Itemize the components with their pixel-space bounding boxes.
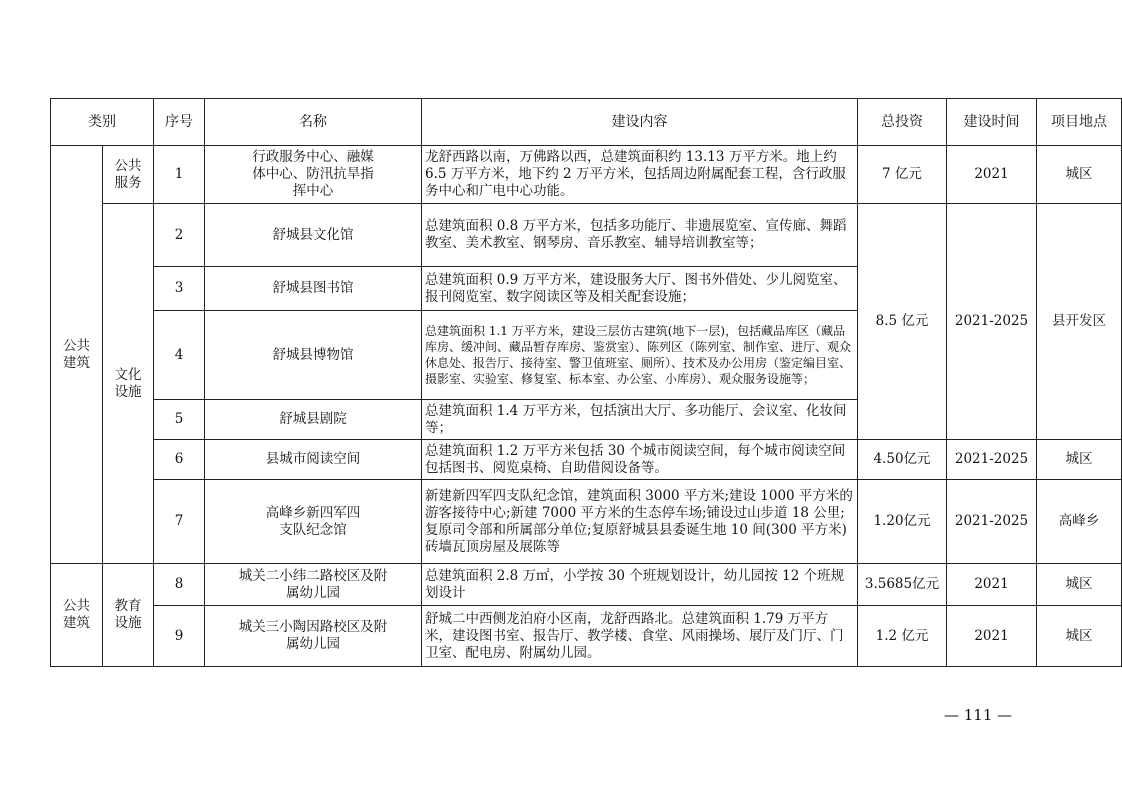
seq-cell: 9: [154, 606, 205, 667]
location-cell: 城区: [1037, 146, 1122, 204]
project-table: [50, 98, 1122, 667]
seq-cell: 6: [154, 440, 205, 480]
header-time: 建设时间: [947, 99, 1037, 146]
header-seq: 序号: [154, 99, 205, 146]
header-row: [51, 99, 1122, 146]
content-cell: 总建筑面积 0.8 万平方米，包括多功能厅、非遗展览室、宣传廊、舞蹈教室、美术教室、钢琴房、音乐教室、辅导培训教室等；: [422, 204, 858, 267]
investment-cell: 1.20亿元: [858, 480, 947, 564]
name-cell: 舒城县剧院: [205, 400, 422, 440]
location-cell: 城区: [1037, 440, 1122, 480]
content-cell: 新建新四军四支队纪念馆，建筑面积 3000 平方米;建设 1000 平方米的游客接待中心;新建 7000 平方米的生态停车场;铺设过山步道 18 公里;复原司令部和所属部分单位;复原舒城县县委诞生地 10 间(300 平方米)砖墙瓦顶房屋及展陈等: [422, 480, 858, 564]
name-cell: 县城市阅读空间: [205, 440, 422, 480]
location-cell: 高峰乡: [1037, 480, 1122, 564]
name-cell: 舒城县文化馆: [205, 204, 422, 267]
content-cell: 舒城二中西侧龙泊府小区南，龙舒西路北。总建筑面积 1.79 万平方米，建设图书室、报告厅、教学楼、食堂、风雨操场、展厅及门厅、门卫室、配电房、附属幼儿园。: [422, 606, 858, 667]
header-content: 建设内容: [422, 99, 858, 146]
name-cell: 城关二小纬二路校区及附属幼儿园: [205, 564, 422, 606]
table-row: [51, 564, 1122, 606]
content-cell: 总建筑面积 1.1 万平方米，建设三层仿古建筑(地下一层)，包括藏品库区（藏品库房、缓冲间、藏品暂存库房、鉴赏室）、陈列区（陈列室、制作室、进厅、观众休息处、报告厅、接待室、警卫值班室、厕所）、技术及办公用房（鉴定编目室、摄影室、实验室、修复室、标本室、办公室、小库房）、观众服务设施等；: [422, 311, 858, 400]
time-cell: 2021-2025: [947, 440, 1037, 480]
header-category: 类别: [51, 99, 154, 146]
seq-cell: 7: [154, 480, 205, 564]
seq-cell: 3: [154, 267, 205, 311]
name-cell: 舒城县博物馆: [205, 311, 422, 400]
group-sub-culture: 文化设施: [103, 204, 154, 564]
seq-cell: 5: [154, 400, 205, 440]
header-location: 项目地点: [1037, 99, 1122, 146]
name-cell: 高峰乡新四军四支队纪念馆: [205, 480, 422, 564]
time-cell: 2021-2025: [947, 204, 1037, 440]
group-main-2: 公共建筑: [51, 564, 103, 667]
time-cell: 2021: [947, 606, 1037, 667]
content-cell: 总建筑面积 2.8 万㎡，小学按 30 个班规划设计，幼儿园按 12 个班规划设计: [422, 564, 858, 606]
content-cell: 总建筑面积 1.2 万平方米包括 30 个城市阅读空间，每个城市阅读空间包括图书、阅览桌椅、自助借阅设备等。: [422, 440, 858, 480]
location-cell: 县开发区: [1037, 204, 1122, 440]
seq-cell: 4: [154, 311, 205, 400]
table-row: [51, 146, 1122, 204]
seq-cell: 8: [154, 564, 205, 606]
group-sub-edu: 教育设施: [103, 564, 154, 667]
seq-cell: 2: [154, 204, 205, 267]
name-cell: 城关三小陶因路校区及附属幼儿园: [205, 606, 422, 667]
location-cell: 城区: [1037, 564, 1122, 606]
table-row: [51, 204, 1122, 267]
time-cell: 2021: [947, 564, 1037, 606]
header-investment: 总投资: [858, 99, 947, 146]
table-row: [51, 440, 1122, 480]
table-row: [51, 606, 1122, 667]
group-main-1: 公共建筑: [51, 146, 103, 564]
name-cell: 舒城县图书馆: [205, 267, 422, 311]
time-cell: 2021-2025: [947, 480, 1037, 564]
investment-cell: 7 亿元: [858, 146, 947, 204]
name-cell: 行政服务中心、融媒体中心、防汛抗旱指挥中心: [205, 146, 422, 204]
seq-cell: 1: [154, 146, 205, 204]
page-number: — 111 —: [944, 706, 1013, 724]
table-row: [51, 480, 1122, 564]
content-cell: 总建筑面积 1.4 万平方米，包括演出大厅、多功能厅、会议室、化妆间等；: [422, 400, 858, 440]
investment-cell: 8.5 亿元: [858, 204, 947, 440]
investment-cell: 4.50亿元: [858, 440, 947, 480]
time-cell: 2021: [947, 146, 1037, 204]
content-cell: 总建筑面积 0.9 万平方米，建设服务大厅、图书外借处、少儿阅览室、报刊阅览室、数字阅读区等及相关配套设施；: [422, 267, 858, 311]
content-cell: 龙舒西路以南，万佛路以西，总建筑面积约 13.13 万平方米。地上约 6.5 万平方米，地下约 2 万平方米，包括周边附属配套工程，含行政服务中心和广电中心功能。: [422, 146, 858, 204]
header-name: 名称: [205, 99, 422, 146]
investment-cell: 1.2 亿元: [858, 606, 947, 667]
location-cell: 城区: [1037, 606, 1122, 667]
investment-cell: 3.5685亿元: [858, 564, 947, 606]
group-sub-public: 公共服务: [103, 146, 154, 204]
